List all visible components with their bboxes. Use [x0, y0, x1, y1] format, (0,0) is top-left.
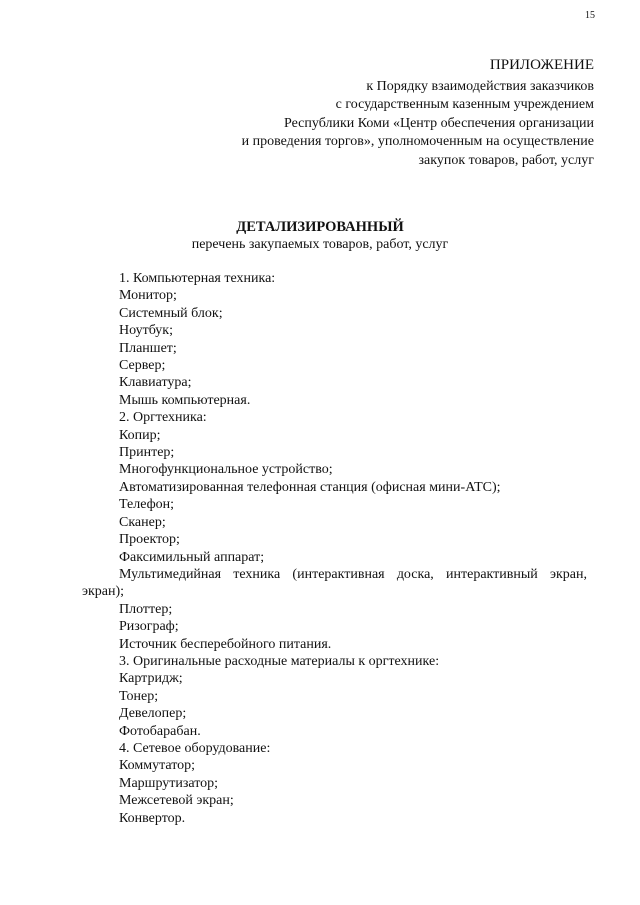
list-item: Девелопер;	[119, 706, 187, 722]
list-item: Монитор;	[119, 288, 177, 304]
list-item: Межсетевой экран;	[119, 793, 234, 809]
list-item: Телефон;	[119, 497, 175, 513]
list-item: Сервер;	[119, 358, 166, 374]
appendix-line: закупок товаров, работ, услуг	[418, 152, 594, 168]
list-item: Плоттер;	[119, 601, 173, 617]
appendix-header	[154, 56, 594, 171]
appendix-title: ПРИЛОЖЕНИЕ	[489, 57, 594, 73]
section-heading: 1. Компьютерная техника:	[119, 271, 276, 286]
document-title: ДЕТАЛИЗИРОВАННЫЙ	[236, 219, 404, 235]
list-item: Источник бесперебойного питания.	[119, 636, 332, 652]
procurement-list	[82, 270, 587, 827]
list-item: Мышь компьютерная.	[119, 392, 251, 408]
list-item: Автоматизированная телефонная станция (офисная мини-АТС);	[119, 479, 501, 495]
section-heading: 3. Оригинальные расходные материалы к оргтехнике:	[119, 653, 440, 669]
list-item: Ноутбук;	[119, 323, 173, 339]
list-item: Планшет;	[119, 340, 177, 356]
list-item: Сканер;	[119, 514, 166, 530]
list-item: Клавиатура;	[119, 375, 192, 391]
list-item: Ризограф;	[119, 619, 179, 635]
page-number: 15	[585, 10, 595, 21]
section-heading: 4. Сетевое оборудование:	[119, 740, 271, 756]
list-item: Системный блок;	[119, 305, 223, 321]
list-item: Картридж;	[119, 671, 183, 687]
list-item: Тонер;	[119, 688, 159, 704]
appendix-line: к Порядку взаимодействия заказчиков	[366, 78, 594, 94]
list-item: Факсимильный аппарат;	[119, 549, 265, 565]
appendix-line: Республики Коми «Центр обеспечения организации	[284, 115, 594, 131]
appendix-line: с государственным казенным учреждением	[335, 97, 594, 113]
list-item: Копир;	[119, 427, 161, 443]
list-item: Конвертор.	[119, 810, 186, 826]
list-item: Мультимедийная техника (интерактивная доска, интерактивный экран, экран);	[82, 566, 587, 600]
list-item: Маршрутизатор;	[119, 775, 219, 791]
list-item: Коммутатор;	[119, 758, 196, 774]
list-item: Многофункциональное устройство;	[119, 462, 333, 478]
appendix-line: и проведения торгов», уполномоченным на осуществление	[241, 134, 594, 150]
list-item: Проектор;	[119, 532, 180, 548]
list-item: Принтер;	[119, 445, 175, 461]
section-heading: 2. Оргтехника:	[119, 410, 207, 426]
list-item: Фотобарабан.	[119, 723, 201, 739]
document-subtitle: перечень закупаемых товаров, работ, услуг	[191, 237, 449, 252]
